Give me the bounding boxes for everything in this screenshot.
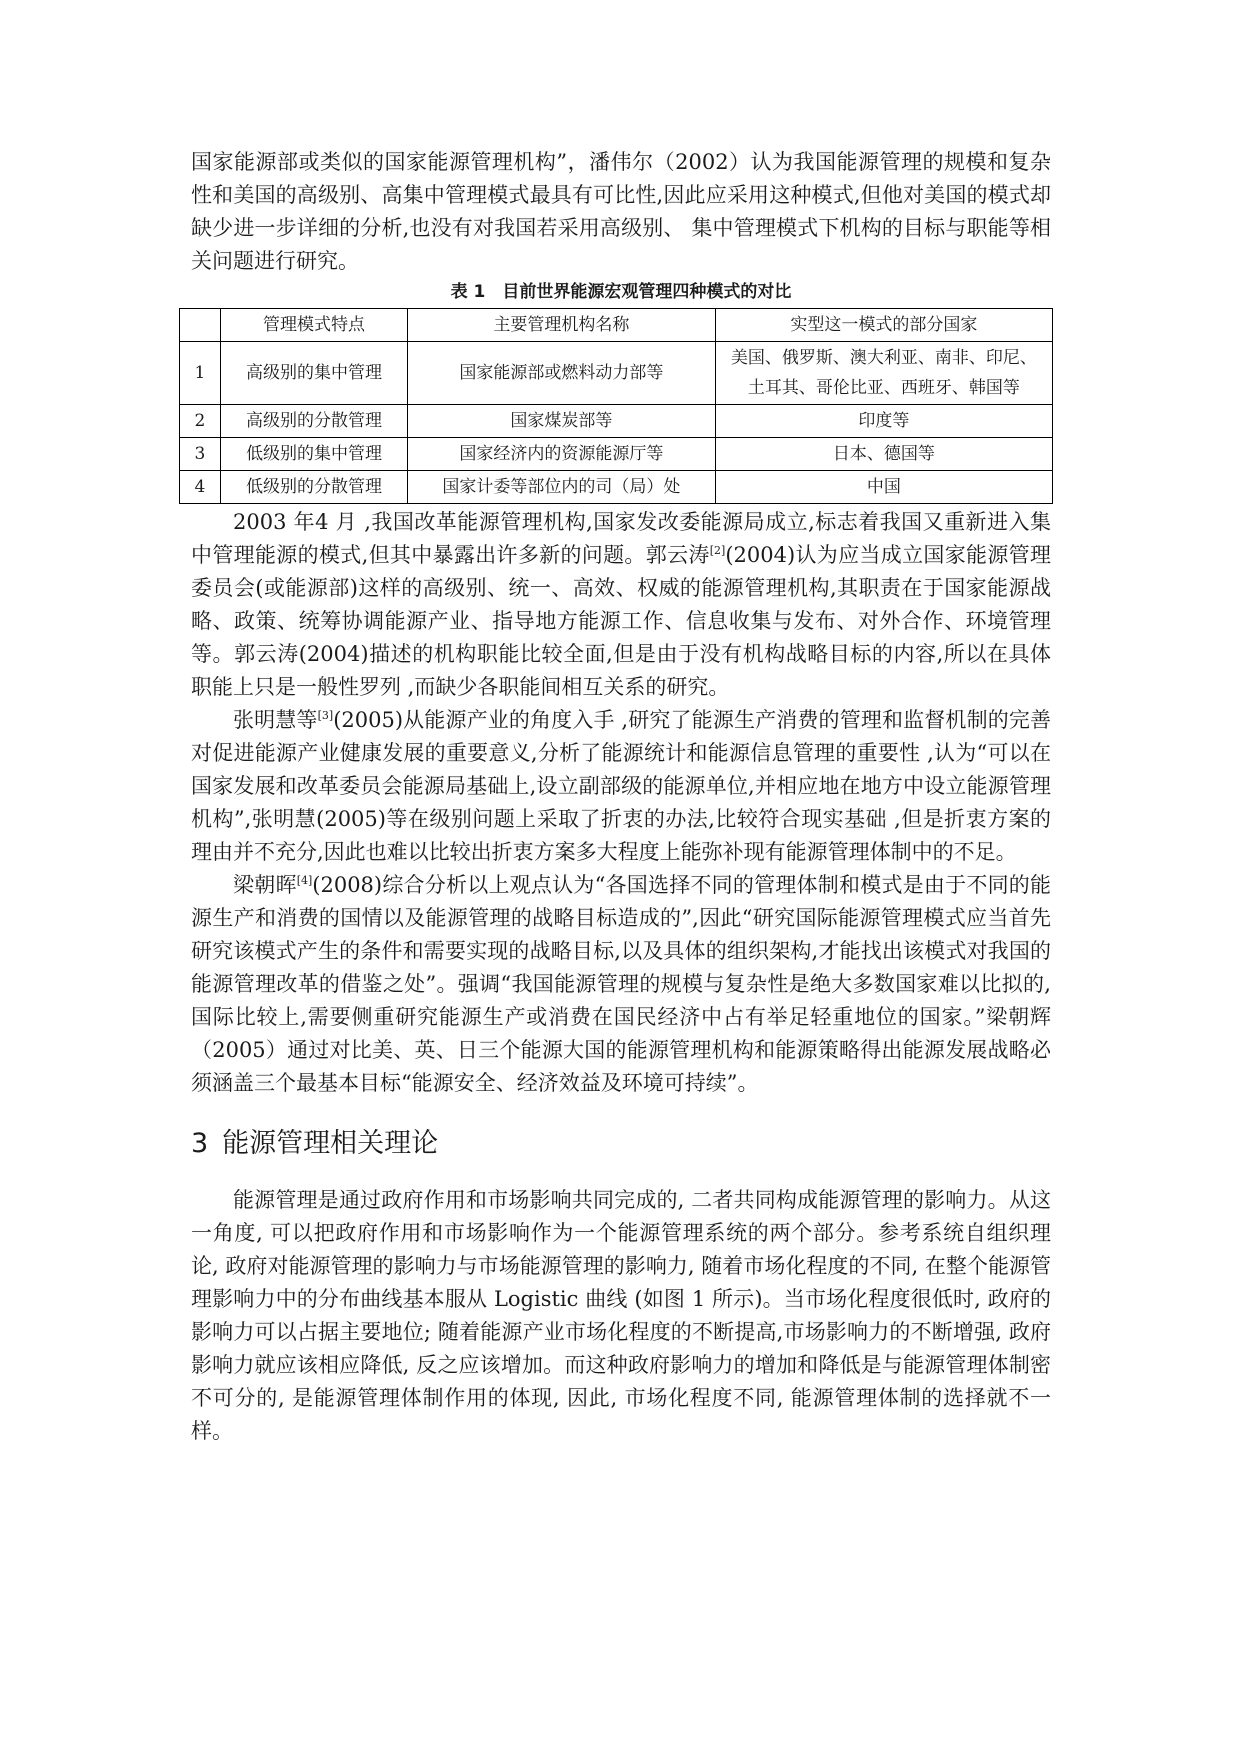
paragraph-text: (2008)综合分析以上观点认为“各国选择不同的管理体制和模式是由于不同的能源生产和消费的国情以及能源管理的战略目标造成的”,因此“研究国际能源管理模式应当首先研究该模式产生的条件和需要实现的战略目标,以及具体的组织架构,才能找出该模式对我国的能源管理改革的借鉴之处”。强调“我国能源管理的规模与复杂性是绝大多数国家难以比拟的,国际比较上,需要侧重研究能源生产或消费在国民经济中占有举足轻重地位的国家。”梁朝辉（2005）通过对比美、英、日三个能源大国的能源管理机构和能源策略得出能源发展战略必须涵盖三个最基本目标“能源安全、经济效益及环境可持续”。 xyxy=(191,873,1052,1095)
mode-feature-cell: 高级别的集中管理 xyxy=(220,342,407,405)
paragraph-guo-yuntao xyxy=(191,506,1051,704)
table-caption: 表 1 目前世界能源宏观管理四种模式的对比 xyxy=(450,282,792,302)
countries-cell: 印度等 xyxy=(715,405,1052,438)
mode-feature-cell: 高级别的分散管理 xyxy=(220,405,407,438)
paragraph-text: 张明慧等 xyxy=(233,708,318,732)
paragraph-text: 2003 年4 月 ,我国改革能源管理机构,国家发改委能源局成立,标志着我国又重新进入集中管理能源的模式,但其中暴露出许多新的问题。郭云涛 xyxy=(191,510,1051,567)
agency-cell: 国家经济内的资源能源厅等 xyxy=(408,438,716,471)
paragraph-text: 梁朝晖 xyxy=(233,873,297,897)
citation-ref: [4] xyxy=(296,874,313,887)
section-number: 3 xyxy=(191,1128,209,1159)
table-header-cell: 实型这一模式的部分国家 xyxy=(715,309,1052,342)
table-header-cell xyxy=(180,309,221,342)
intro-paragraph: 国家能源部或类似的国家能源管理机构”，潘伟尔（2002）认为我国能源管理的规模和复杂性和美国的高级别、高集中管理模式最具有可比性,因此应采用这种模式,但他对美国的模式却缺少进一步详细的分析,也没有对我国若采用高级别、 集中管理模式下机构的目标与职能等相关问题进行研究。 xyxy=(191,150,1051,273)
agency-cell: 国家能源部或燃料动力部等 xyxy=(408,342,716,405)
agency-cell: 国家计委等部位内的司（局）处 xyxy=(408,471,716,504)
paragraph-zhang-minghui xyxy=(191,704,1051,869)
countries-cell: 日本、德国等 xyxy=(715,438,1052,471)
countries-cell: 中国 xyxy=(715,471,1052,504)
table-row xyxy=(180,438,1053,471)
countries-line: 美国、俄罗斯、澳大利亚、南非、印尼、 xyxy=(730,348,1037,368)
section-heading xyxy=(191,1124,1051,1164)
row-number-cell: 2 xyxy=(180,405,221,438)
row-number-cell: 4 xyxy=(180,471,221,504)
mode-feature-cell: 低级别的分散管理 xyxy=(220,471,407,504)
countries-cell xyxy=(715,342,1052,405)
paragraph-text: (2004)认为应当成立国家能源管理委员会(或能源部)这样的高级别、统一、高效、权威的能源管理机构,其职责在于国家能源战略、政策、统筹协调能源产业、指导地方能源工作、信息收集与发布、对外合作、环境管理等。郭云涛(2004)描述的机构职能比较全面,但是由于没有机构战略目标的内容,所以在具体职能上只是一般性罗列 ,而缺少各职能间相互关系的研究。 xyxy=(191,543,1051,699)
document-page xyxy=(191,146,1051,1448)
table-header-cell: 主要管理机构名称 xyxy=(408,309,716,342)
section-title: 能源管理相关理论 xyxy=(222,1128,439,1159)
table-header-row xyxy=(180,309,1053,342)
paragraph-text: (2005)从能源产业的角度入手 ,研究了能源生产消费的管理和监督机制的完善对促进能源产业健康发展的重要意义,分析了能源统计和能源信息管理的重要性 ,认为“可以在国家发展和改革委员会能源局基础上,设立副部级的能源单位,并相应地在地方中设立能源管理机构”,张明慧(2005)等在级别问题上采取了折衷的办法,比较符合现实基础 ,但是折衷方案的理由并不充分,因此也难以比较出折衷方案多大程度上能弥补现有能源管理体制中的不足。 xyxy=(191,708,1052,864)
table-header-cell: 管理模式特点 xyxy=(220,309,407,342)
agency-cell: 国家煤炭部等 xyxy=(408,405,716,438)
row-number-cell: 3 xyxy=(180,438,221,471)
paragraph-liang-zhaohui xyxy=(191,869,1051,1100)
table-row xyxy=(180,471,1053,504)
countries-line: 土耳其、哥伦比亚、西班牙、韩国等 xyxy=(747,378,1020,398)
citation-ref: [2] xyxy=(709,544,726,557)
mode-feature-cell: 低级别的集中管理 xyxy=(220,438,407,471)
table-row xyxy=(180,342,1053,405)
citation-ref: [3] xyxy=(317,709,334,722)
row-number-cell: 1 xyxy=(180,342,221,405)
paragraph-energy-management: 能源管理是通过政府作用和市场影响共同完成的, 二者共同构成能源管理的影响力。从这一角度, 可以把政府作用和市场影响作为一个能源管理系统的两个部分。参考系统自组织理论, 政府对能源管理的影响力与市场能源管理的影响力, 随着市场化程度的不同, 在整个能源管理影响力中的分布曲线基本服从 Logistic 曲线 (如图 1 所示)。当市场化程度很低时, 政府的影响力可以占据主要地位; 随着能源产业市场化程度的不断提高,市场影响力的不断增强, 政府影响力就应该相应降低, 反之应该增加。而这种政府影响力的增加和降低是与能源管理体制密不可分的, 是能源管理体制作用的体现, 因此, 市场化程度不同, 能源管理体制的选择就不一样。 xyxy=(191,1188,1051,1443)
comparison-table xyxy=(179,308,1053,504)
table-row xyxy=(180,405,1053,438)
